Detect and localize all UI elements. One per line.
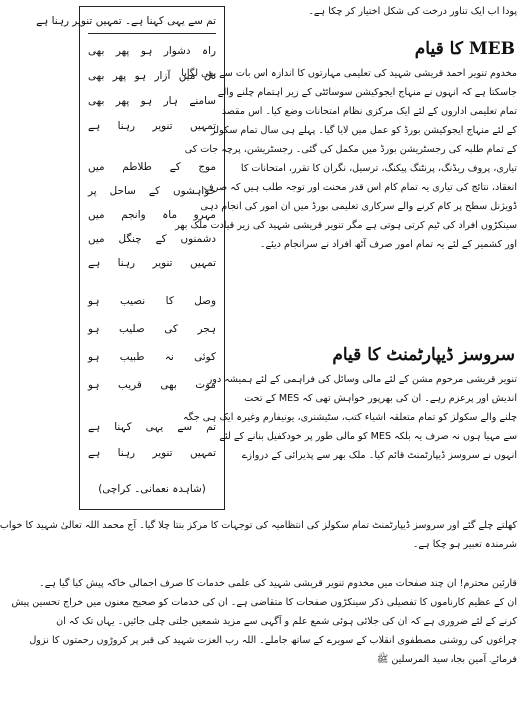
closing-line: قارئین محترم! ان چند صفحات میں مخدوم تنویر قریشی شہید کی علمی خدمات کا صرف اجمالی خاکہ پیش کیا گیا ہے۔	[39, 578, 517, 589]
closing-paragraph	[11, 574, 517, 669]
closing-line: ان کے عظیم کارناموں کا تفصیلی ذکر سینکڑوں صفحات کا متقاضی ہے۔ ان کی خدمات کو صحیح معنوں میں خراج تحسین پیش	[11, 597, 517, 608]
services-line: کھلتے چلے گئے اور سروسز ڈیپارٹمنٹ تمام سکولز کی انتظامیہ کی توجہات کا مرکز بنتا چلا گیا۔ آج محمد اللہ تعالیٰ شہید کا خواب	[0, 520, 517, 531]
meb-line: ڈویژنل سطح پر کام کرنے والے سرکاری تعلیمی بورڈ میں ان امور کی انجام دہی	[200, 201, 517, 212]
services-line: تنویر قریشی مرحوم مشن کے لئے مالی وسائل کی فراہمی کے لئے ہمیشہ دور	[207, 374, 517, 385]
intro-line: پودا اب ایک تناور درخت کی شکل اختیار کر چکا ہے۔	[308, 6, 517, 17]
poem-verse: وصل کا نصیب ہو	[88, 295, 216, 307]
meb-line: جاسکتا ہے کہ انہوں نے منہاج ایجوکیشن سوسائٹی کے زیر اہتمام چلنے والے	[217, 87, 517, 98]
poem-verse: ہجر کی صلیب ہو	[88, 323, 216, 335]
meb-line: کے تمام طلبہ کی رجسٹریشن بورڈ میں مکمل کی گئی۔ رجسٹریشن، پرچہ جات کی	[184, 144, 517, 155]
meb-line: تمام تعلیمی اداروں کے لئے ایک مرکزی نظام امتحانات وضع کیا۔ اس مقصد	[221, 106, 517, 117]
poem-verse: کوئی نہ طبیب ہو	[88, 351, 216, 363]
poem-verse: تمہیں تنویر رہنا ہے	[88, 120, 216, 132]
services-line: انہوں نے سروسز ڈیپارٹمنٹ قائم کیا۔ ملک بھر سے پذیرائی کے دروازے	[241, 450, 517, 461]
meb-line: اور کشمیر کے لئے یہ تمام امور صرف آٹھ افراد نے سرانجام دیئے۔	[259, 239, 517, 250]
poem-title: تم سے یہی کہنا ہے۔ تمہیں تنویر رہنا ہے	[36, 15, 216, 27]
services-line: اندیش اور پرعزم رہے۔ ان کی بھرپور خواہش تھی کہ MES کے تحت	[244, 393, 517, 404]
meb-line: انعقاد، نتائج کی تیاری یہ تمام کام اس قدر محنت اور توجہ طلب ہیں کہ صرف	[203, 182, 517, 193]
meb-line: سینکڑوں افراد کی ٹیم کرتی ہوتی ہے مگر تنویر قریشی شہید کی زیر قیادت ملک بھر	[175, 220, 517, 231]
closing-line: فرمائے۔ آمین بجاہ سید المرسلین ﷺ	[376, 654, 517, 665]
meb-line: کے لئے منہاج ایجوکیشن بورڈ کو عمل میں لایا گیا۔ پہلے ہی سال تمام سکولز	[210, 125, 517, 136]
services-paragraph	[182, 370, 517, 465]
poem-verse: موج کے طلاطم میں	[88, 161, 216, 173]
poem-verse: دشمنوں کے چنگل میں	[88, 233, 216, 245]
poem-verse: مہرو ماہ وانجم میں	[88, 209, 216, 221]
poem-verse: راہ دشوار ہو پھر بھی	[88, 45, 216, 57]
meb-paragraph	[175, 64, 517, 254]
closing-line: چراغوں کی روشنی مصطفوی انقلاب کے سویرے کے ساتھ جاملے۔ اللہ رب العزت شہید کی قبر پر کروڑوں رحمتوں کا نزول	[29, 635, 517, 646]
poem-divider	[88, 33, 216, 34]
section-heading-services: سروسز ڈیپارٹمنٹ کا قیام	[332, 345, 515, 365]
meb-line: تیاری، پروف ریڈنگ، پرنٹنگ پیکنگ، ترسیل، نگران کا تقرر، امتحانات کا	[240, 163, 517, 174]
poem-verse: موت بھی قریب ہو	[88, 379, 216, 391]
services-line: شرمندہ تعبیر ہو چکا ہے۔	[412, 539, 517, 550]
poem-verse: تمہیں تنویر رہنا ہے	[88, 257, 216, 269]
section-heading-meb: MEB کا قیام	[414, 39, 515, 59]
poem-verse: دل میں آزار ہو پھر بھی	[88, 70, 216, 82]
poem-verse: تم سے یہی کہنا ہے	[88, 421, 216, 433]
meb-line: مخدوم تنویر احمد قریشی شہید کی تعلیمی مہارتوں کا اندازہ اس بات سے بھی لگایا	[181, 68, 517, 79]
poem-verse: خواہشوں کے ساحل پر	[88, 185, 216, 197]
poem-verse: سامنے ہار ہو پھر بھی	[88, 95, 216, 107]
services-line: سے مہیا ہوں نہ صرف یہ بلکہ MES کو مالی طور پر خودکفیل بنانے کے لئے	[219, 431, 517, 442]
services-line: چلنے والے سکولز کو تمام متعلقہ اشیاء کتب، سٹیشنری، یونیفارم وغیرہ ایک ہی جگہ	[182, 412, 517, 423]
poem-verse: تمہیں تنویر رہنا ہے	[88, 447, 216, 459]
services-paragraph-continued	[0, 516, 517, 554]
poem-author: (شاہدہ نعمانی۔ کراچی)	[98, 483, 206, 495]
closing-line: کرنے کے لئے ضروری ہے کہ ان کی جلائی ہوئی شمع علم و آگہی سے مزید شمعیں جلتی چلی جائیں۔ یہاں تک کہ ان	[56, 616, 517, 627]
